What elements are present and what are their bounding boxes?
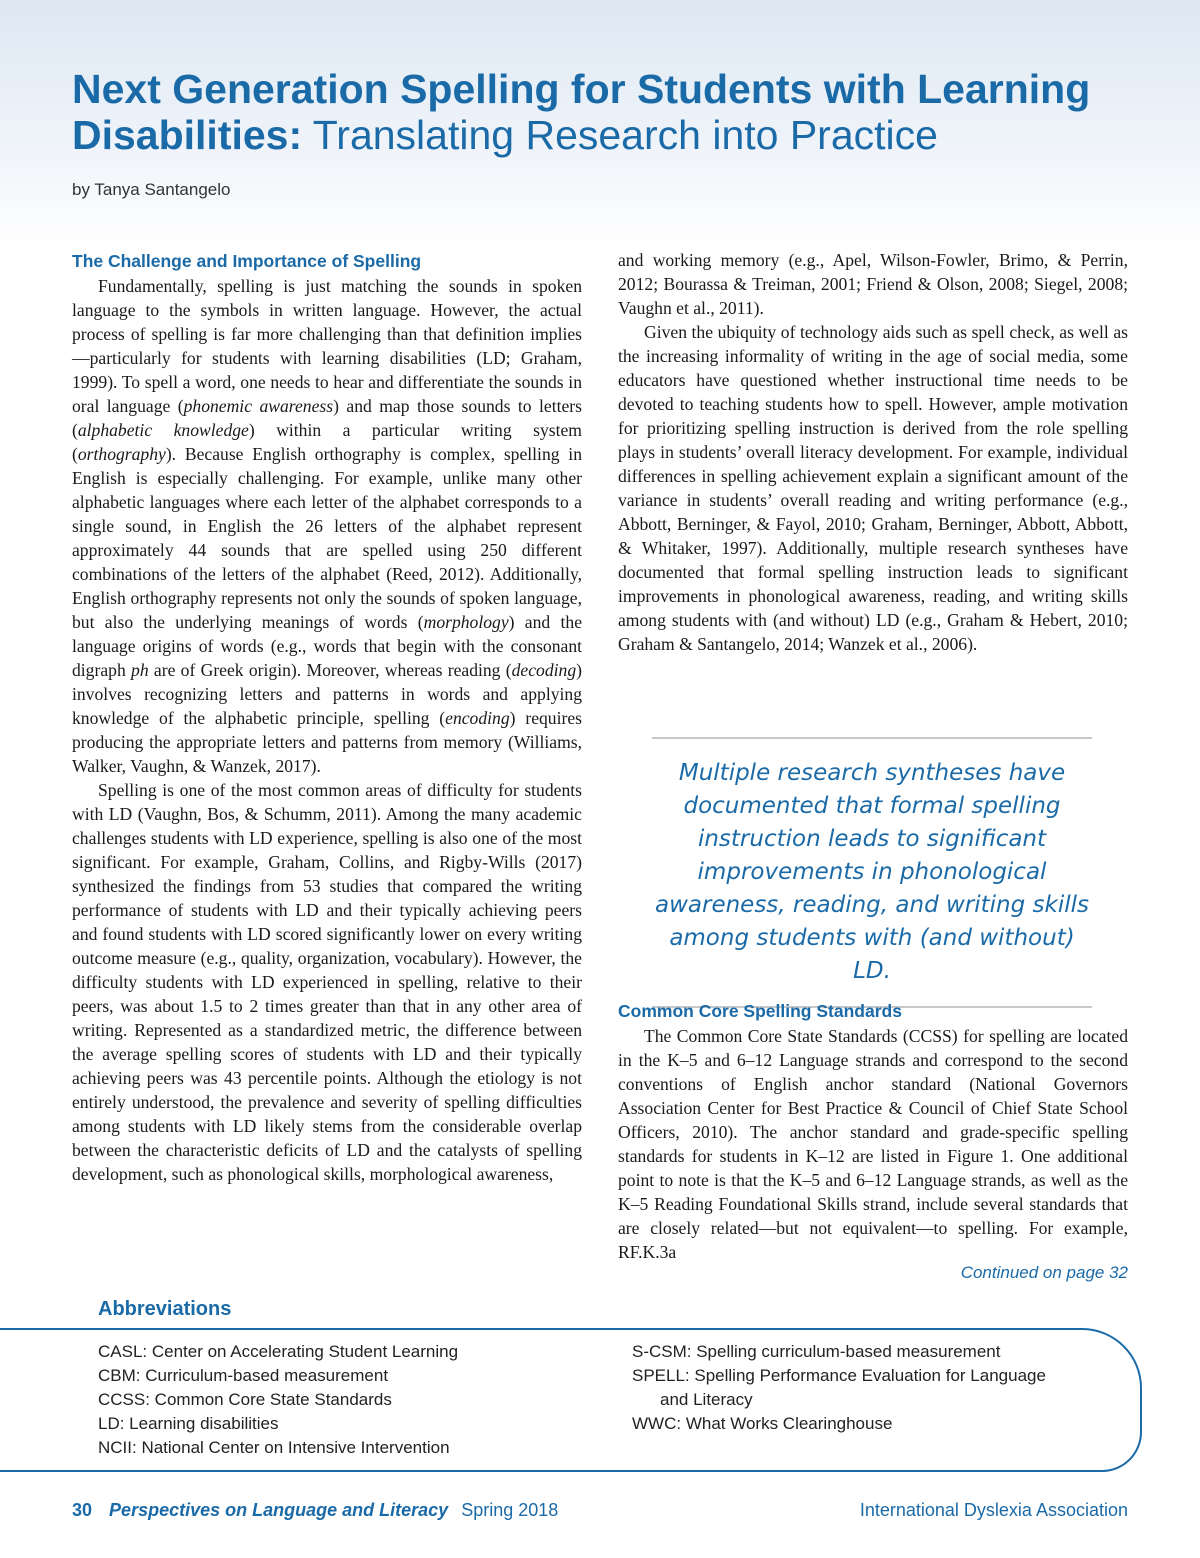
abbreviation-item: S-CSM: Spelling curriculum-based measurement [632,1342,1001,1361]
right-column-bottom [618,998,1128,1264]
abbreviation-item: LD: Learning disabilities [98,1414,279,1433]
organization-name: International Dyslexia Association [859,1500,1128,1520]
abbreviation-item: CASL: Center on Accelerating Student Learning [98,1342,459,1361]
page-footer [72,1500,1128,1521]
abbreviations-left [98,1340,458,1460]
title-main: Next Generation Spelling for Students with Learning Disabilities: [72,66,1091,158]
abbreviations-right [632,1340,1046,1436]
article-title [72,66,1162,158]
journal-issue: Spring 2018 [461,1500,559,1520]
paragraph-2: Spelling is one of the most common areas of difficulty for students with LD (Vaughn, Bos, & Schumm, 2011). Among the many academic challenges students with LD experience, spelling is also one of the most significant. For example, Graham, Collins, and Rigby-Wills (2017) synthesized the findings from 53 studies that compared the writing performance of students with LD and their typically achieving peers and found students with LD scored significantly lower on every writing outcome measure (e.g., quality, organization, vocabulary). However, the difficulty students with LD experienced in spelling, relative to their peers, was about 1.5 to 2 times greater than that in any other area of writing. Represented as a standardized metric, the difference between the average spelling scores of students with LD and their typically achieving peers was 43 percentile points. Although the etiology is not entirely understood, the prevalence and severity of spelling difficulties among students with LD likely stems from the considerable overlap between the characteristic deficits of LD and the catalysts of spelling development, such as phonological skills, morphological awareness, [72,780,582,1184]
abbreviation-item: NCII: National Center on Intensive Intervention [98,1438,450,1457]
paragraph-4: Given the ubiquity of technology aids such as spell check, as well as the increasing informality of writing in the age of social media, some educators have questioned whether instructional time needs to be devoted to teaching students how to spell. However, ample motivation for prioritizing spelling instruction is derived from the role spelling plays in students’ overall literacy development. For example, individual differences in spelling achievement explain a significant amount of the variance in students’ overall reading and writing performance (e.g., Abbott, Berninger, & Fayol, 2010; Graham, Berninger, Abbott, Abbott, & Whitaker, 1997). Additionally, multiple research syntheses have documented that formal spelling instruction leads to significant improvements in phonological awareness, reading, and writing skills among students with (and without) LD (e.g., Graham & Hebert, 2010; Graham & Santangelo, 2014; Wanzek et al., 2006). [618,322,1128,654]
abbreviation-item: CCSS: Common Core State Standards [98,1390,392,1409]
abbreviation-item-continued: and Literacy [660,1390,753,1409]
section-heading-common-core: Common Core Spelling Standards [618,1001,902,1021]
left-column [72,248,582,1186]
abbreviation-item: WWC: What Works Clearinghouse [632,1414,893,1433]
paragraph-1: Fundamentally, spelling is just matching the sounds in spoken language to the symbols in written language. However, the actual process of spelling is far more challenging than that definition implies—particularly for students with learning disabilities (LD; Graham, 1999). To spell a word, one needs to hear and differentiate the sounds in oral language (phonemic awareness) and map those sounds to letters (alphabetic knowledge) within a particular writing system (orthography). Because English orthography is complex, spelling in English is especially challenging. For example, unlike many other alphabetic languages where each letter of the alphabet corresponds to a single sound, in English the 26 letters of the alphabet represent approximately 44 sounds that are spelled using 250 different combinations of the letters of the alphabet (Reed, 2012). Additionally, English orthography represents not only the sounds of spoken language, but also the underlying meanings of words (morphology) and the language origins of words (e.g., words that begin with the consonant digraph ph are of Greek origin). Moreover, whereas reading (decoding) involves recognizing letters and patterns in words and applying knowledge of the alphabetic principle, spelling (encoding) requires producing the appropriate letters and patterns from memory (Williams, Walker, Vaughn, & Wanzek, 2017). [72,276,582,776]
abbreviations-title: Abbreviations [98,1298,232,1320]
pull-quote: Multiple research syntheses have documented that formal spelling instruction leads to significant improvements in phonological awareness, reading, and writing skills among students with (and without) LD. [652,737,1092,1008]
section-heading-challenge: The Challenge and Importance of Spelling [72,251,422,271]
page-number: 30 [72,1500,93,1520]
continued-link[interactable]: Continued on page 32 [960,1263,1128,1282]
abbreviation-item: SPELL: Spelling Performance Evaluation for Language [632,1366,1046,1385]
right-column-top [618,248,1128,656]
byline: by Tanya Santangelo [72,180,231,199]
title-subtitle: Translating Research into Practice [312,112,938,158]
paragraph-5: The Common Core State Standards (CCSS) for spelling are located in the K–5 and 6–12 Language strands and correspond to the second conventions of English anchor standard (National Governors Association Center for Best Practice & Council of Chief State School Officers, 2010). The anchor standard and grade-specific spelling standards for students in K–12 are listed in Figure 1. One additional point to note is that the K–5 and 6–12 Language strands, as well as the K–5 Reading Foundational Skills strand, include several standards that are closely related—but not equivalent—to spelling. For example, RF.K.3a [618,1026,1128,1262]
paragraph-3: and working memory (e.g., Apel, Wilson-Fowler, Brimo, & Perrin, 2012; Bourassa & Treiman, 2001; Friend & Olson, 2008; Siegel, 2008; Vaughn et al., 2011). [618,250,1128,318]
journal-name: Perspectives on Language and Literacy [109,1500,449,1520]
abbreviation-item: CBM: Curriculum-based measurement [98,1366,389,1385]
